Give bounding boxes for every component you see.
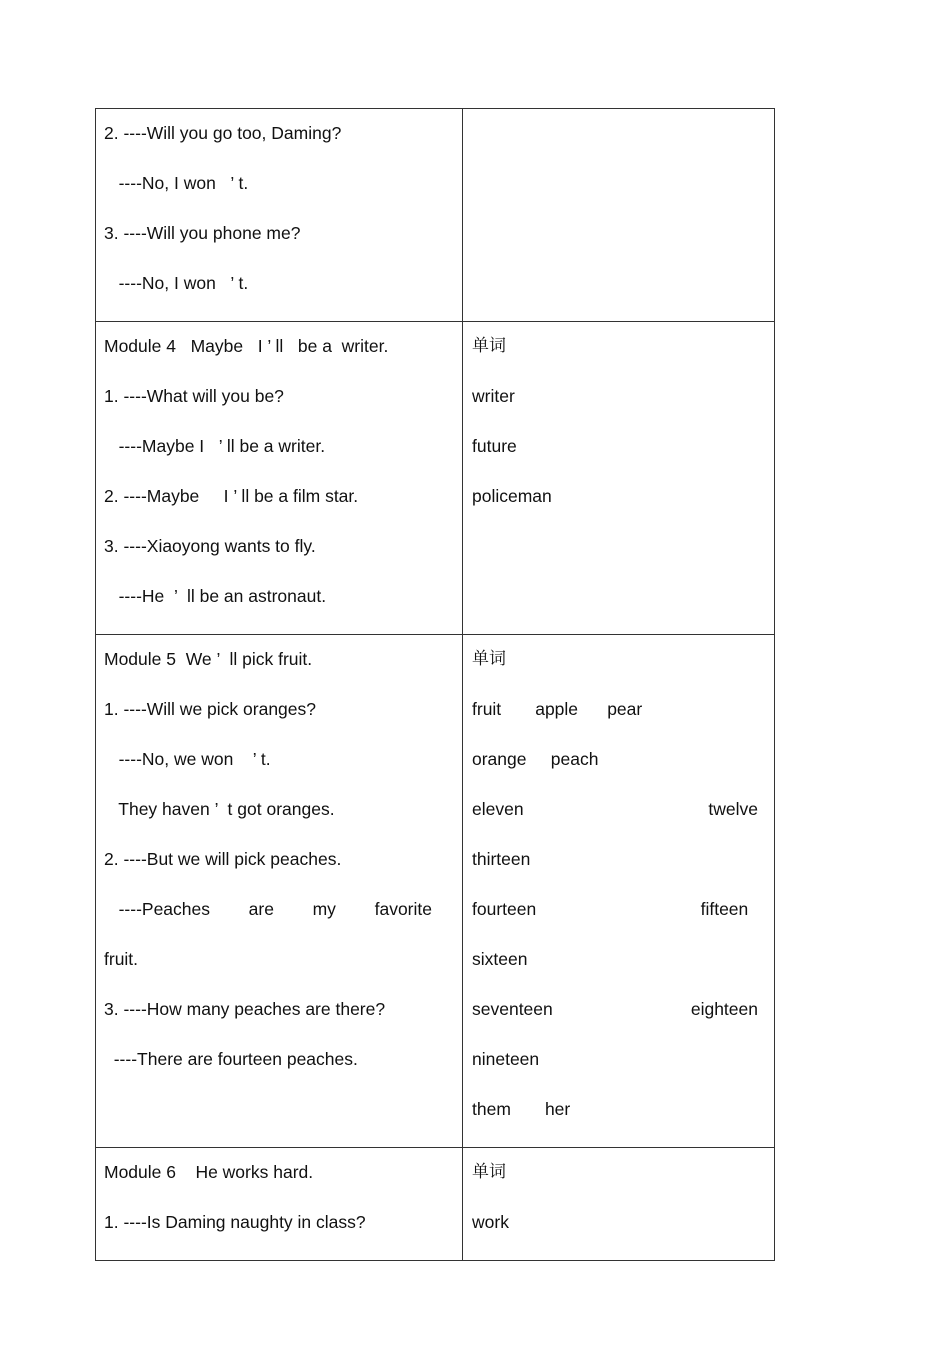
vocabulary-line: them her bbox=[472, 1099, 571, 1119]
module-title: Module 5 We ’ ll pick fruit. bbox=[104, 649, 313, 669]
sentence-line: 3. ----How many peaches are there? bbox=[104, 999, 386, 1019]
vocabulary-cell bbox=[463, 322, 774, 634]
sentence-line: ----He ’ ll be an astronaut. bbox=[104, 586, 327, 606]
sentence-line: 1. ----Will we pick oranges? bbox=[104, 699, 316, 719]
vocabulary-cell bbox=[463, 1148, 774, 1260]
table-row bbox=[96, 634, 774, 1147]
sentence-line: 1. ----What will you be? bbox=[104, 386, 284, 406]
sentence-line: 3. ----Xiaoyong wants to fly. bbox=[104, 536, 316, 556]
sentence-line: ----There are fourteen peaches. bbox=[104, 1049, 358, 1069]
word: fifteen bbox=[700, 899, 758, 919]
table-row bbox=[96, 109, 774, 321]
sentence-line: ----No, I won ’ t. bbox=[104, 273, 249, 293]
word: my bbox=[312, 899, 336, 919]
word: fourteen bbox=[472, 899, 537, 919]
module-title: Module 4 Maybe I ’ ll be a writer. bbox=[104, 336, 389, 356]
word: are bbox=[248, 899, 274, 919]
sentence-cell bbox=[96, 1148, 463, 1260]
sentence-cell bbox=[96, 109, 463, 321]
word: ----Peaches bbox=[104, 899, 210, 919]
vocabulary-line: future bbox=[472, 436, 517, 456]
vocabulary-cell bbox=[463, 109, 774, 321]
word: eleven bbox=[472, 799, 524, 819]
word: favorite bbox=[374, 899, 432, 919]
vocabulary-line: writer bbox=[472, 386, 515, 406]
module-title: Module 6 He works hard. bbox=[104, 1162, 314, 1182]
sentence-line: 1. ----Is Daming naughty in class? bbox=[104, 1212, 366, 1232]
vocabulary-line: thirteen bbox=[472, 849, 531, 869]
sentence-line: 2. ----Maybe I ’ ll be a film star. bbox=[104, 486, 359, 506]
word: eighteen bbox=[690, 999, 758, 1019]
table-row bbox=[96, 321, 774, 634]
vocabulary-line: work bbox=[472, 1212, 509, 1232]
sentence-line: 2. ----But we will pick peaches. bbox=[104, 849, 342, 869]
word: twelve bbox=[708, 799, 758, 819]
vocabulary-heading: 单词 bbox=[472, 336, 506, 356]
sentence-line: 3. ----Will you phone me? bbox=[104, 223, 301, 243]
sentence-line: They haven ’ t got oranges. bbox=[104, 799, 335, 819]
sentence-line: ----No, we won ’ t. bbox=[104, 749, 271, 769]
sentence-cell bbox=[96, 322, 463, 634]
vocabulary-cell bbox=[463, 635, 774, 1147]
table-row bbox=[96, 1147, 774, 1260]
vocabulary-line: orange peach bbox=[472, 749, 599, 769]
sentence-line: fruit. bbox=[104, 949, 139, 969]
vocabulary-line bbox=[472, 897, 758, 947]
sentence-line bbox=[104, 897, 432, 947]
sentence-cell bbox=[96, 635, 463, 1147]
vocabulary-line bbox=[472, 997, 758, 1047]
lesson-table bbox=[95, 108, 775, 1261]
vocabulary-line: nineteen bbox=[472, 1049, 540, 1069]
sentence-line: ----Maybe I ’ ll be a writer. bbox=[104, 436, 326, 456]
sentence-line: ----No, I won ’ t. bbox=[104, 173, 249, 193]
vocabulary-line bbox=[472, 797, 758, 847]
word: seventeen bbox=[472, 999, 553, 1019]
vocabulary-heading: 单词 bbox=[472, 1162, 506, 1182]
sentence-line: 2. ----Will you go too, Daming? bbox=[104, 123, 342, 143]
vocabulary-line: sixteen bbox=[472, 949, 528, 969]
vocabulary-line: policeman bbox=[472, 486, 552, 506]
blank-line bbox=[104, 1097, 432, 1147]
vocabulary-heading: 单词 bbox=[472, 649, 506, 669]
vocabulary-line: fruit apple pear bbox=[472, 699, 643, 719]
